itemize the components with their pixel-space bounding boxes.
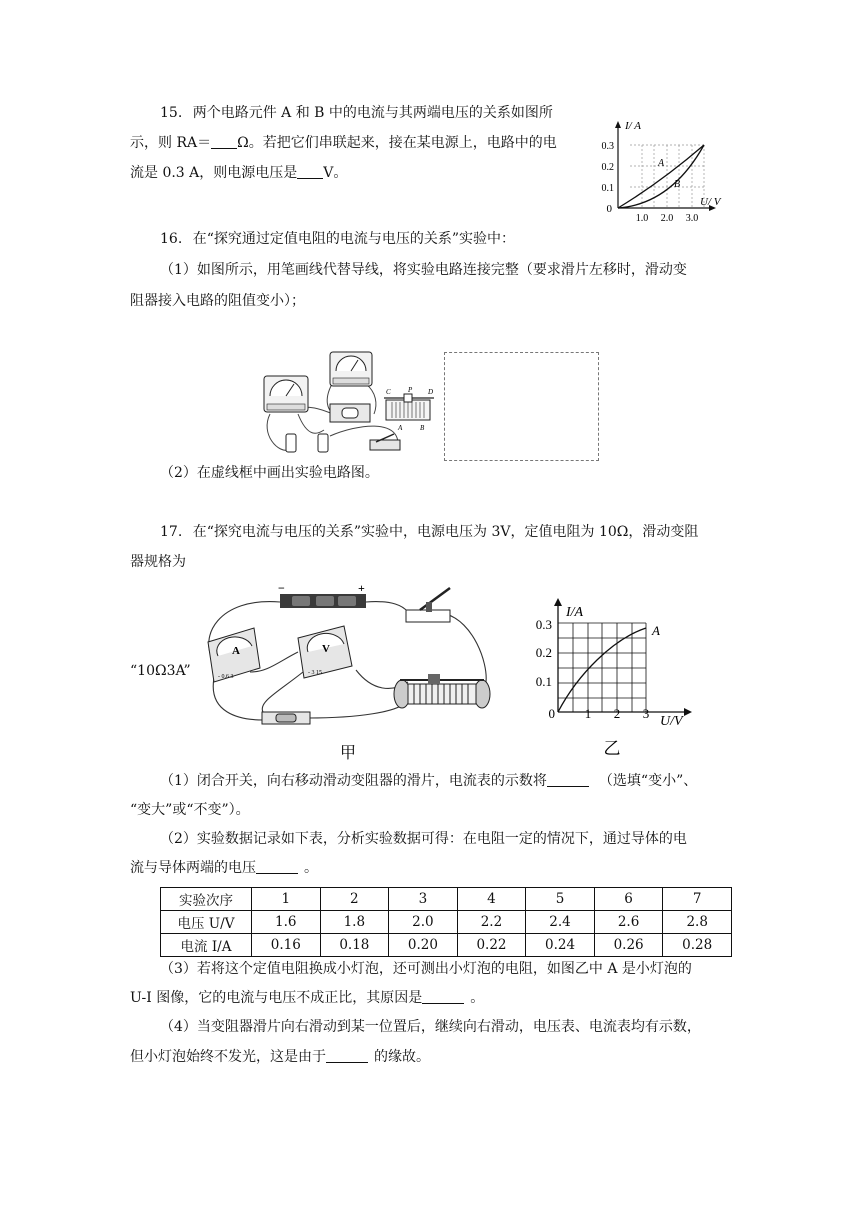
q17-wire (366, 602, 408, 612)
table-cell: 4 (457, 888, 526, 911)
table-cell: 2.2 (457, 911, 526, 934)
q17-battery-plus: + (358, 582, 365, 595)
q16-battery (286, 434, 296, 452)
q17-switch (406, 588, 450, 622)
table-cell: 1 (252, 888, 321, 911)
q16-terminal-label: A (398, 424, 403, 432)
q16-circuit-figure (258, 344, 440, 460)
q16-switch (370, 440, 400, 450)
table-cell: 1.6 (252, 911, 321, 934)
q15-line-2 (130, 133, 557, 153)
q15-curve-label-a: A (658, 158, 665, 169)
q17-p4-line-1: （4）当变阻器滑片向右滑动到某一位置后，继续向右滑动，电压表、电流表均有示数， (160, 1019, 701, 1035)
q17-ui-graph-yi (528, 594, 704, 758)
q17-ammeter-letter: A (232, 645, 240, 657)
q15-origin: 0 (606, 203, 612, 215)
q17-blank-2 (256, 859, 298, 874)
q17-rheostat (394, 674, 490, 708)
q16-voltmeter (330, 352, 372, 386)
q17-p3-line-2 (130, 988, 484, 1008)
q15-curve-label-b: B (674, 179, 681, 190)
q15-y-tick: 0.3 (601, 141, 614, 152)
q17-wire (262, 672, 303, 712)
q17-figure-label-yi: 乙 (603, 739, 621, 758)
q17-x-tick: 2 (613, 706, 621, 721)
table-cell: 2.4 (526, 911, 595, 934)
table-cell: 2 (320, 888, 389, 911)
q17-voltmeter-terminals: - 3 15 (308, 670, 322, 676)
q17-p1-line-1 (160, 771, 697, 791)
table-cell: 0.18 (320, 934, 389, 957)
q17-wire (446, 614, 486, 682)
table-cell: 0.16 (252, 934, 321, 957)
q15-y-tick: 0.2 (601, 162, 614, 173)
q15-text-3a: 流是 0.3 A，则电源电压是 (130, 165, 298, 181)
table-cell: 2.0 (389, 911, 458, 934)
q15-curve-a (618, 145, 704, 208)
q16-terminal-label: B (420, 424, 425, 432)
q15-y-label: I/ A (625, 120, 641, 132)
q16-p1-line-2: 阻器接入电路的阻值变小）； (130, 293, 305, 309)
q15-x-tick: 1.0 (635, 213, 649, 224)
q16-terminal-label: C (386, 388, 391, 396)
q17-y-tick: 0.1 (535, 674, 552, 689)
table-header-cell: 实验次序 (161, 888, 252, 911)
q17-wire (308, 702, 406, 718)
q17-p3-text-c: 。 (470, 990, 485, 1006)
q17-x-label: U/V (660, 714, 683, 729)
q17-p2-text-c: 。 (304, 860, 318, 876)
q16-rheostat (384, 394, 434, 420)
q17-ammeter-terminals: - 0.6 3 (218, 674, 234, 680)
q15-text-2b: Ω。若把它们串联起来，接在某电源上，电路中的电 (237, 135, 557, 151)
q15-blank-ra (211, 134, 237, 149)
q17-p4-text-c: 的缘故。 (374, 1049, 430, 1065)
q15-text-2a: 示，则 RA＝ (130, 135, 212, 151)
table-cell: 6 (594, 888, 663, 911)
table-cell: 0.26 (594, 934, 663, 957)
q17-p1-text-a: （1）闭合开关，向右移动滑动变阻器的滑片，电流表的示数将 (160, 773, 547, 789)
q16-number: 16. (160, 231, 183, 247)
q15-line-3 (130, 163, 347, 183)
q15-x-tick: 3.0 (685, 213, 699, 224)
q17-resistor (262, 712, 310, 724)
q17-grid (558, 623, 646, 712)
table-header-cell: 电流 I/A (161, 934, 252, 957)
q17-title: 在“探究电流与电压的关系”实验中，电源电压为 3V，定值电阻为 10Ω，滑动变阻 (192, 524, 699, 540)
table-cell: 3 (389, 888, 458, 911)
q17-p2-line-2 (130, 858, 318, 878)
q17-battery-box (280, 594, 366, 608)
q17-y-tick: 0.2 (535, 645, 552, 660)
q17-voltmeter-letter: V (322, 643, 330, 655)
table-cell: 5 (526, 888, 595, 911)
table-header-cell: 电压 U/V (161, 911, 252, 934)
q17-p2-text-b: 流与导体两端的电压 (130, 860, 256, 876)
q15-iu-graph (596, 112, 726, 224)
q15-blank-voltage (297, 164, 323, 179)
q15-x-tick: 2.0 (660, 213, 674, 224)
table-row (161, 911, 732, 934)
q16-ammeter (264, 376, 308, 412)
q17-wire (213, 678, 263, 720)
q15-curve-b (618, 145, 704, 208)
q17-battery-minus: − (278, 582, 285, 595)
q16-battery (318, 434, 328, 452)
table-cell: 7 (663, 888, 732, 911)
table-row (161, 888, 732, 911)
q17-number: 17. (160, 524, 183, 540)
q15-x-label: U/ V (700, 196, 721, 208)
q17-blank-3 (422, 989, 464, 1004)
table-cell: 2.8 (663, 911, 732, 934)
q17-p3-line-1: （3）若将这个定值电阻换成小灯泡，还可测出小灯泡的电阻，如图乙中 A 是小灯泡的 (160, 961, 692, 977)
table-cell: 0.22 (457, 934, 526, 957)
q17-y-tick: 0.3 (535, 617, 552, 632)
q17-p3-text-b: U-I 图像，它的电流与电压不成正比，其原因是 (130, 990, 423, 1006)
table-cell: 0.24 (526, 934, 595, 957)
q16-title-line (160, 229, 515, 249)
q17-circuit-jia (188, 582, 506, 762)
q15-text-3b: V。 (323, 165, 348, 181)
q16-title: 在“探究通过定值电阻的电流与电压的关系”实验中： (192, 231, 516, 247)
q16-terminal-label: P (408, 386, 413, 394)
q17-p4-text-b: 但小灯泡始终不发光，这是由于 (130, 1049, 326, 1065)
q17-blank-4 (326, 1048, 368, 1063)
q15-text-1: 两个电路元件 A 和 B 中的电流与其两端电压的关系如图所 (192, 105, 553, 121)
q17-y-arrow (554, 598, 562, 606)
q17-x-arrow (684, 708, 692, 716)
q17-p4-line-2 (130, 1047, 430, 1067)
q17-x-tick: 3 (642, 706, 650, 721)
q15-number: 15. (160, 105, 183, 121)
q17-p1-line-2: “变大”或“不变”）。 (130, 802, 250, 818)
q17-p1-text-b: （选填“变小”、 (598, 773, 698, 789)
q17-title-line (160, 522, 698, 542)
table-cell: 0.20 (389, 934, 458, 957)
table-cell: 1.8 (320, 911, 389, 934)
q17-origin: 0 (548, 706, 555, 721)
q17-title-line-2: 器规格为 (130, 554, 186, 570)
q17-curve-label: A (652, 623, 660, 638)
q15-y-tick: 0.1 (601, 183, 614, 194)
q17-x-tick: 1 (584, 706, 592, 721)
q16-terminal-label: D (428, 388, 434, 396)
q17-p2-line-1: （2）实验数据记录如下表，分析实验数据可得：在电阻一定的情况下，通过导体的电 (160, 831, 687, 847)
q15-line-1 (160, 103, 553, 123)
q16-wire (298, 414, 324, 433)
q16-p2: （2）在虚线框中画出实验电路图。 (160, 465, 379, 481)
q17-rheostat-spec: “10Ω3A” (130, 663, 191, 679)
q17-y-label: I/A (566, 605, 584, 620)
table-row (161, 934, 732, 957)
q17-data-table (160, 887, 732, 957)
q16-dashed-drawing-box[interactable] (444, 352, 599, 461)
q15-y-arrow (615, 121, 621, 128)
table-cell: 2.6 (594, 911, 663, 934)
q16-p1-line-1: （1）如图所示，用笔画线代替导线，将实验电路连接完整（要求滑片左移时，滑动变 (160, 262, 687, 278)
q17-blank-1 (547, 772, 589, 787)
q17-figure-label-jia: 甲 (339, 745, 357, 762)
table-cell: 0.28 (663, 934, 732, 957)
q16-resistor (342, 408, 358, 418)
